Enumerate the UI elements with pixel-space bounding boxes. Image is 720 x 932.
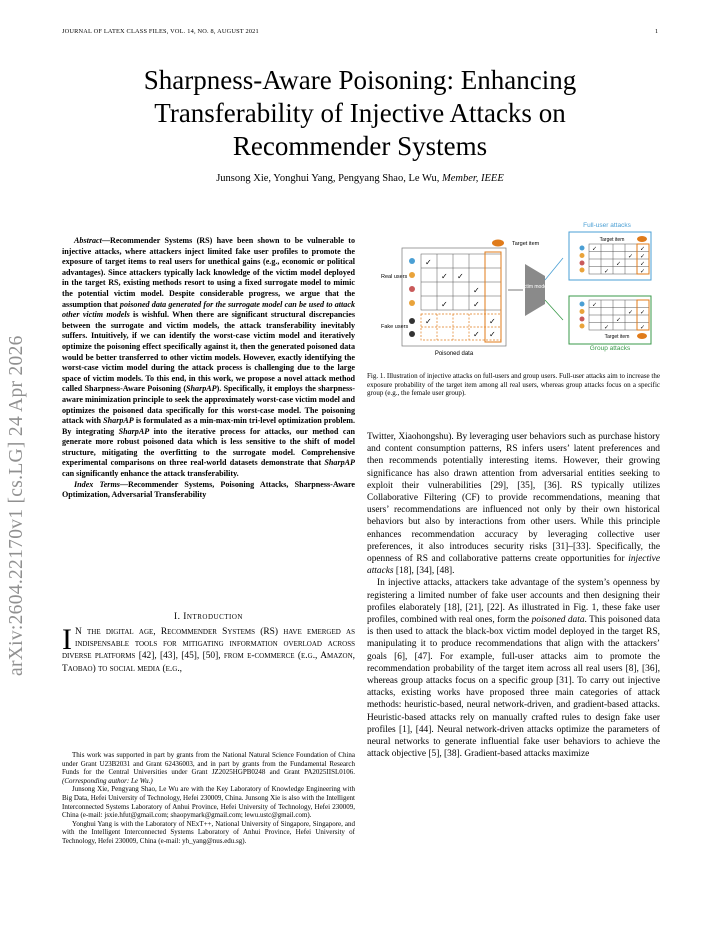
abstract-emph: SharpAP — [324, 458, 355, 468]
figure-1 — [367, 218, 660, 368]
body-text: In injective attacks, attackers take advantage of the system’s openness by registering a limited number of fake user accounts and then designing their profiles elaborately [18], [21], [22]. As illustrated in Fig. 1, these fake user profiles, combined with real ones, form the — [367, 578, 660, 626]
poisoned-data-label: Poisoned data — [434, 351, 474, 357]
svg-text:✓: ✓ — [616, 260, 622, 268]
arxiv-stamp: arXiv:2604.22170v1 [cs.LG] 24 Apr 2026 — [6, 335, 27, 676]
target-item-label-left: Target item — [512, 241, 540, 247]
target-item-icon — [637, 236, 647, 242]
svg-text:✓: ✓ — [628, 309, 634, 316]
intro-text: N the digital age, Recommender Systems (RS) have emerged as indispensable tools for mitigating information overload across diverse platforms [42], [43], [45], [50], from e-commerce (e.g., Amazon, Taobao) to social media (e.g., — [62, 627, 355, 674]
footnotes — [62, 751, 355, 846]
svg-text:✓: ✓ — [616, 316, 622, 324]
target-item-label-bottom: Target item — [604, 334, 630, 340]
body-emph: poisoned data — [531, 615, 585, 626]
svg-text:✓: ✓ — [425, 317, 432, 326]
footnote-text: This work was supported in part by grants from the National Natural Science Foundation of China under Grant U23B2031 and Grant 62436003, and in part by grants from the Fundamental Research Funds for the Central Universities under Grant JZ2025HGPB0248 and Grant PA2025IISL0106. — [62, 751, 355, 777]
abstract-emph: poisoned data generated for the surrogate model can be used to attack other victim models — [62, 299, 355, 320]
body-emph: injective attacks — [367, 554, 660, 577]
body-text: [18], [34], [48]. — [393, 566, 455, 577]
paper-title: Sharpness-Aware Poisoning: Enhancing Transferability of Injective Attacks on Recommender Systems — [143, 65, 577, 161]
right-column — [367, 431, 660, 760]
svg-text:✓: ✓ — [425, 258, 432, 267]
real-users-grid — [421, 254, 501, 310]
footnote-corresponding: (Corresponding author: Le Wu.) — [62, 776, 153, 785]
fake-users-label: Fake users — [381, 324, 409, 330]
svg-text:✓: ✓ — [640, 245, 646, 253]
svg-text:✓: ✓ — [592, 301, 598, 309]
real-user-avatars — [409, 258, 415, 306]
svg-text:✓: ✓ — [640, 324, 646, 331]
abstract-label: Abstract — [74, 236, 102, 245]
full-user-attacks-label: Full-user attacks — [583, 222, 631, 229]
author-list — [100, 173, 620, 184]
victim-models-label: Victim models — [519, 284, 551, 290]
svg-text:✓: ✓ — [473, 286, 480, 295]
intro-paragraph — [62, 623, 355, 675]
svg-text:✓: ✓ — [640, 309, 646, 316]
author-names: Junsong Xie, Yonghui Yang, Pengyang Shao, Le Wu, — [216, 173, 442, 184]
target-item-column — [485, 252, 501, 342]
abstract — [62, 236, 355, 501]
abstract-text: ). Specifically, it employs the sharpness-aware minimization principle to seek the approximately worst-case victim model and optimizes the poisoned data specifically for this worst-case model. The poisoning attack with — [62, 384, 355, 426]
real-users-label: Real users — [381, 274, 408, 280]
abstract-text: can significantly enhance the attack transferability. — [62, 469, 239, 479]
target-item-icon — [637, 333, 647, 339]
svg-text:✓: ✓ — [473, 330, 480, 339]
running-header: JOURNAL OF LATEX CLASS FILES, VOL. 14, NO. 8, AUGUST 2021 — [62, 28, 259, 35]
index-terms-label: Index Terms — [74, 479, 120, 489]
fake-user-avatars — [409, 318, 415, 337]
svg-text:✓: ✓ — [592, 245, 598, 253]
svg-text:✓: ✓ — [441, 300, 448, 309]
footnote-affil-2: Yonghui Yang is with the Laboratory of NExT++, National University of Singapore, Singapore, and with the Intelligent Interconnected Systems Laboratory of Anhui Province, Hefei University of Technology, Hefei 230009, China (e-mail: yh_yang@nus.edu.sg). — [62, 819, 355, 845]
body-text: . This poisoned data is then used to attack the black-box victim model deployed in the target RS, manipulating it to produce recommendations that align with the attackers’ goals [6], [47]. For example, full-user attacks aim to promote the recommendation probability of the target item across all real users [8], [36], whereas group attacks focus on a specific group [31]. To carry out injective attacks, existing works have proposed three main categories of attack methods: heuristic-based, neural network-driven, and gradient-based attacks. Heuristic-based attacks rely on manually crafted rules to design fake user profiles [1], [44]. Neural network-driven attacks optimize the parameters of neural networks to generate influential fake user behaviors to achieve the attack objective [5], [38]. Gradient-based attacks maximize — [367, 615, 661, 760]
figure-caption: Fig. 1. Illustration of injective attacks on full-users and group users. Full-user attacks aim to increase the exposure probability of the target item among all real users, whereas group attacks focus on a specific group (e.g., the female user group). — [367, 372, 660, 398]
abstract-emph: SharpAP — [103, 416, 134, 426]
svg-text:✓: ✓ — [489, 317, 496, 326]
abstract-text: is formulated as a min-max-min tri-level optimization problem. By integrating — [62, 416, 355, 436]
svg-text:✓: ✓ — [489, 330, 496, 339]
svg-text:✓: ✓ — [473, 300, 480, 309]
target-item-icon — [492, 240, 504, 247]
body-text: Twitter, Xiaohongshu). By leveraging user behaviors such as purchase history and content consumption patterns, RS infers users’ latent preferences and then recommends potentially interesting items. However, their growing significance has also drawn attention from adversarial entities seeking to exploit their vulnerabilities [29], [35], [36]. RS typically utilizes Collaborative Filtering (CF) to provide recommendations, meaning that users’ recommendations are influenced not only by their own historical behaviors but also by interactions from other users. While this principle enhances recommendation accuracy by leveraging collective user preferences, it also introduces security risks [31]–[33]. Specifically, the openness of RS and collaborative patterns create opportunities for — [367, 432, 660, 565]
target-item-label-top: Target item — [599, 237, 625, 243]
svg-text:✓: ✓ — [628, 253, 634, 260]
paragraph — [367, 577, 660, 760]
svg-text:✓: ✓ — [640, 268, 646, 275]
author-member: Member, IEEE — [441, 173, 504, 184]
abstract-emph: SharpAP — [118, 426, 150, 436]
abstract-text: —Recommender Systems (RS) have been shown to be vulnerable to injective attacks, where attackers inject limited fake user profiles to promote the exposure of target items to real users for unethical gains (e.g., economic or political advantages). Since attackers typically lack knowledge of the victim model deployed in the target RS, existing methods resort to using a fixed surrogate model to mimic the potential victim model. Despite considerable progress, we argue that the assumption that — [62, 236, 355, 309]
victim-models-shape — [525, 264, 545, 316]
page-number: 1 — [655, 28, 659, 35]
drop-cap: I — [62, 623, 72, 656]
svg-text:✓: ✓ — [604, 324, 610, 331]
footnote-funding — [62, 751, 355, 785]
full-user-avatars — [580, 246, 585, 273]
svg-text:✓: ✓ — [640, 253, 646, 260]
svg-text:✓: ✓ — [604, 268, 610, 275]
group-avatars — [580, 302, 585, 329]
svg-text:✓: ✓ — [441, 272, 448, 281]
index-terms: —Recommender Systems, Poisoning Attacks, Sharpness-Aware Optimization, Adversarial Transferability — [62, 479, 356, 500]
svg-text:✓: ✓ — [457, 272, 464, 281]
group-attacks-label: Group attacks — [589, 345, 631, 352]
paragraph — [367, 431, 660, 577]
section-heading: I. Introduction — [174, 612, 243, 622]
footnote-affil-1: Junsong Xie, Pengyang Shao, Le Wu are with the Key Laboratory of Knowledge Engineering with Big Data, Hefei University of Technology, Hefei 230009, China. Junsong Xie is also with the Intelligent Interconnected Systems Laboratory of Anhui Province, Hefei University of Technology, Hefei 230009, China (e-mail: jsxie.hfut@gmail.com; shaopymark@gmail.com; lewu.ustc@gmail.com). — [62, 785, 355, 820]
abstract-text: into the iterative process for attacks, our method can generate more robust poisoned data which is less sensitive to the shift of model structure, mitigating the overfitting to the surrogate model. Comprehensive experimental comparisons on three real-world datasets demonstrate that — [62, 426, 355, 468]
abstract-text: is wishful. When there are significant structural discrepancies between the surrogate and victim models, the attack transferability inevitably suffers. Intuitively, if we can identify the worst-case victim model and iteratively optimize the poisoning effect specifically against it, then the generated poisoned data would be better transferred to other victim models. However, exactly identifying the worst-case victim model during the attack process is challenging due to the large space of victim models. To this end, in this work, we propose a novel attack method called Sharpness-Aware Poisoning ( — [62, 310, 355, 394]
svg-text:✓: ✓ — [640, 260, 646, 268]
abstract-emph: SharpAP — [186, 384, 217, 394]
